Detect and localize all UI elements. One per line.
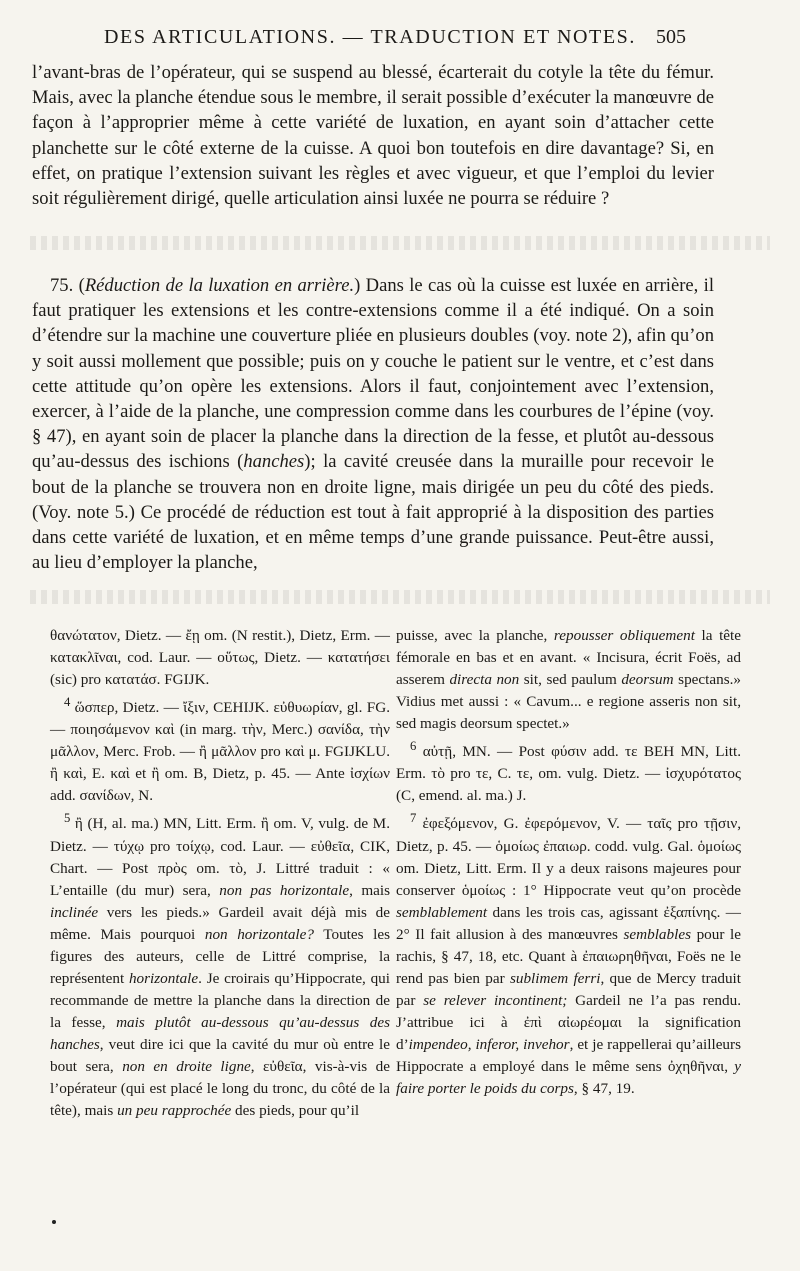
footnote-mark: 4 [64, 695, 71, 710]
paragraph-74-end [32, 60, 714, 211]
paragraph-number: 75. [50, 275, 74, 296]
footnote: $^7$ ἐφεξόμενον, G. ἐφερόμενον, V. — ταῖς pro τῇσιν, Dietz, p. 45. — ὁμοίως ἐπαιωρ. codd. vulg. Gal. ὁμοίως om. Dietz, Litt. Erm. Il y a deux raisons majeures pour conserver ὁμοίως : 1° Hippocrate veut qu’on procède semblablement dans les trois cas, agissant ἐξαπίνης. — 2° Il fait allusion à des manœuvres semblables pour le rachis, § 47, 18, etc. Quant à ἐπαιωρηθῆναι, Foës ne le rend pas bien par sublimem ferri, que de Mercy traduit par se relever incontinent; Gardeil ne l’a pas rendu. J’attribue ici à ἐπὶ αἰωρέομαι la signification d’impendeo, inferor, invehor, et je rappellerai qu’ailleurs Hippocrate a employé dans le même sens ὀχηθῆναι, y faire porter le poids du corps, § 47, 19. [396, 811, 741, 1098]
page-header [0, 18, 800, 58]
running-title: DES ARTICULATIONS. — TRADUCTION ET NOTES. [104, 26, 636, 48]
stray-mark [52, 1220, 56, 1224]
footnote: θανώτατον, Dietz. — ἔῃ om. (N restit.), Dietz, Erm. — κατακλῖναι, cod. Laur. — οὕτως, Dietz. — κατατήσει (sic) pro κατατάσ. FGIJK. [50, 627, 390, 689]
footnote-mark: 5 [64, 811, 71, 826]
section-heading: Réduction de la luxation en arrière. [84, 275, 355, 296]
show-through-band [30, 590, 770, 604]
footnote-mark: 6 [410, 739, 417, 754]
footnote: puisse, avec la planche, repousser obliquement la tête fémorale en bas et en avant. « Incisura, écrit Foës, ad asserem directa non sit, sed paulum deorsum spectans.» Vidius met aussi : « Cavum... e regione asseris non sit, sed magis deorsum spectet.» [396, 627, 741, 733]
footnotes-left-column [50, 625, 390, 1122]
paragraph-75 [32, 273, 714, 575]
footnote: $^6$ αὐτῇ, MN. — Post φύσιν add. τε BEH MN, Litt. Erm. τὸ pro τε, C. τε, om. vulg. Dietz. — ἰσχυρότατος (C, emend. al. ma.) J. [396, 739, 741, 805]
footnotes-right-column [396, 625, 741, 1100]
paragraph-text: 75. (Réduction de la luxation en arrière.) Dans le cas où la cuisse est luxée en arrière, il faut pratiquer les extensions et les contre-extensions comme il a été indiqué. On a soin d’étendre sur la machine une couverture pliée en plusieurs doubles (voy. note 2), afin qu’on y soit aussi mollement que possible; puis on y couche le patient sur le ventre, et c’est dans cette attitude qu’on opère les extensions. Alors il faut, conjointement avec l’extension, exercer, à l’aide de la planche, une compression comme dans les courbures de l’épine (voy. § 47), en ayant soin de placer la planche dans la direction de la fesse, et plutôt au-dessous qu’au-dessus des ischions (hanches); la cavité creusée dans la muraille pour recevoir le bout de la planche se trouvera non en droite ligne, mais dirigée un peu du côté des pieds. (Voy. note 5.) Ce procédé de réduction est tout à fait approprié à la disposition des parties dans cette variété de luxation, et en même temps d’une grande puissance. Peut-être aussi, au lieu d’employer la planche, [32, 275, 714, 574]
footnote-mark: 7 [410, 811, 417, 826]
page-number: 505 [656, 26, 686, 48]
paragraph-text: l’avant-bras de l’opérateur, qui se suspend au blessé, écarterait du cotyle la tête du fémur. Mais, avec la planche étendue sous le membre, il serait possible d’exécuter la manœuvre de façon à l’approprier même à cette variété de luxation, en ayant soin d’attacher cette planchette sur le côté externe de la cuisse. A quoi bon toutefois en dire davantage? Si, en effet, on pratique l’extension suivant les règles et avec vigueur, et que l’emploi du levier soit régulièrement dirigé, quelle articulation ainsi luxée ne pourra se réduire ? [32, 62, 714, 210]
footnote: $^4$ ὥσπερ, Dietz. — ἴξιν, CEHIJK. εὐθυωρίαν, gl. FG. — ποιησάμενον καὶ (in marg. τὴν, Merc.) σανίδα, τὴν μᾶλλον, Merc. Frob. — ἢ μᾶλλον pro καὶ μ. FGIJKLU. ἢ καὶ, E. καὶ et ἢ om. B, Dietz, p. 45. — Ante ἰσχίων add. σανίδων, N. [50, 695, 390, 805]
footnote: $^5$ ἢ (H, al. ma.) MN, Litt. Erm. ἢ om. V, vulg. de M. Dietz. — τύχῳ pro τοίχῳ, cod. Laur. — εὐθεῖα, CIK, Chart. — Post πρὸς om. τὸ, J. Littré traduit : « L’entaille (du mur) sera, non pas horizontale, mais inclinée vers les pieds.» Gardeil avait déjà mis de même. Mais pourquoi non horizontale? Toutes les figures des auteurs, celle de Littré comprise, la représentent horizontale. Je croirais qu’Hippocrate, qui recommande de mettre la planche dans la direction de la fesse, mais plutôt au-dessous qu’au-dessus des hanches, veut dire ici que la cavité du mur où entre le bout sera, non en droite ligne, εὐθεῖα, vis-à-vis de l’opérateur (qui est placé le long du tronc, du côté de la tête), mais un peu rapprochée des pieds, pour qu’il [50, 811, 391, 1120]
show-through-band [30, 236, 770, 250]
